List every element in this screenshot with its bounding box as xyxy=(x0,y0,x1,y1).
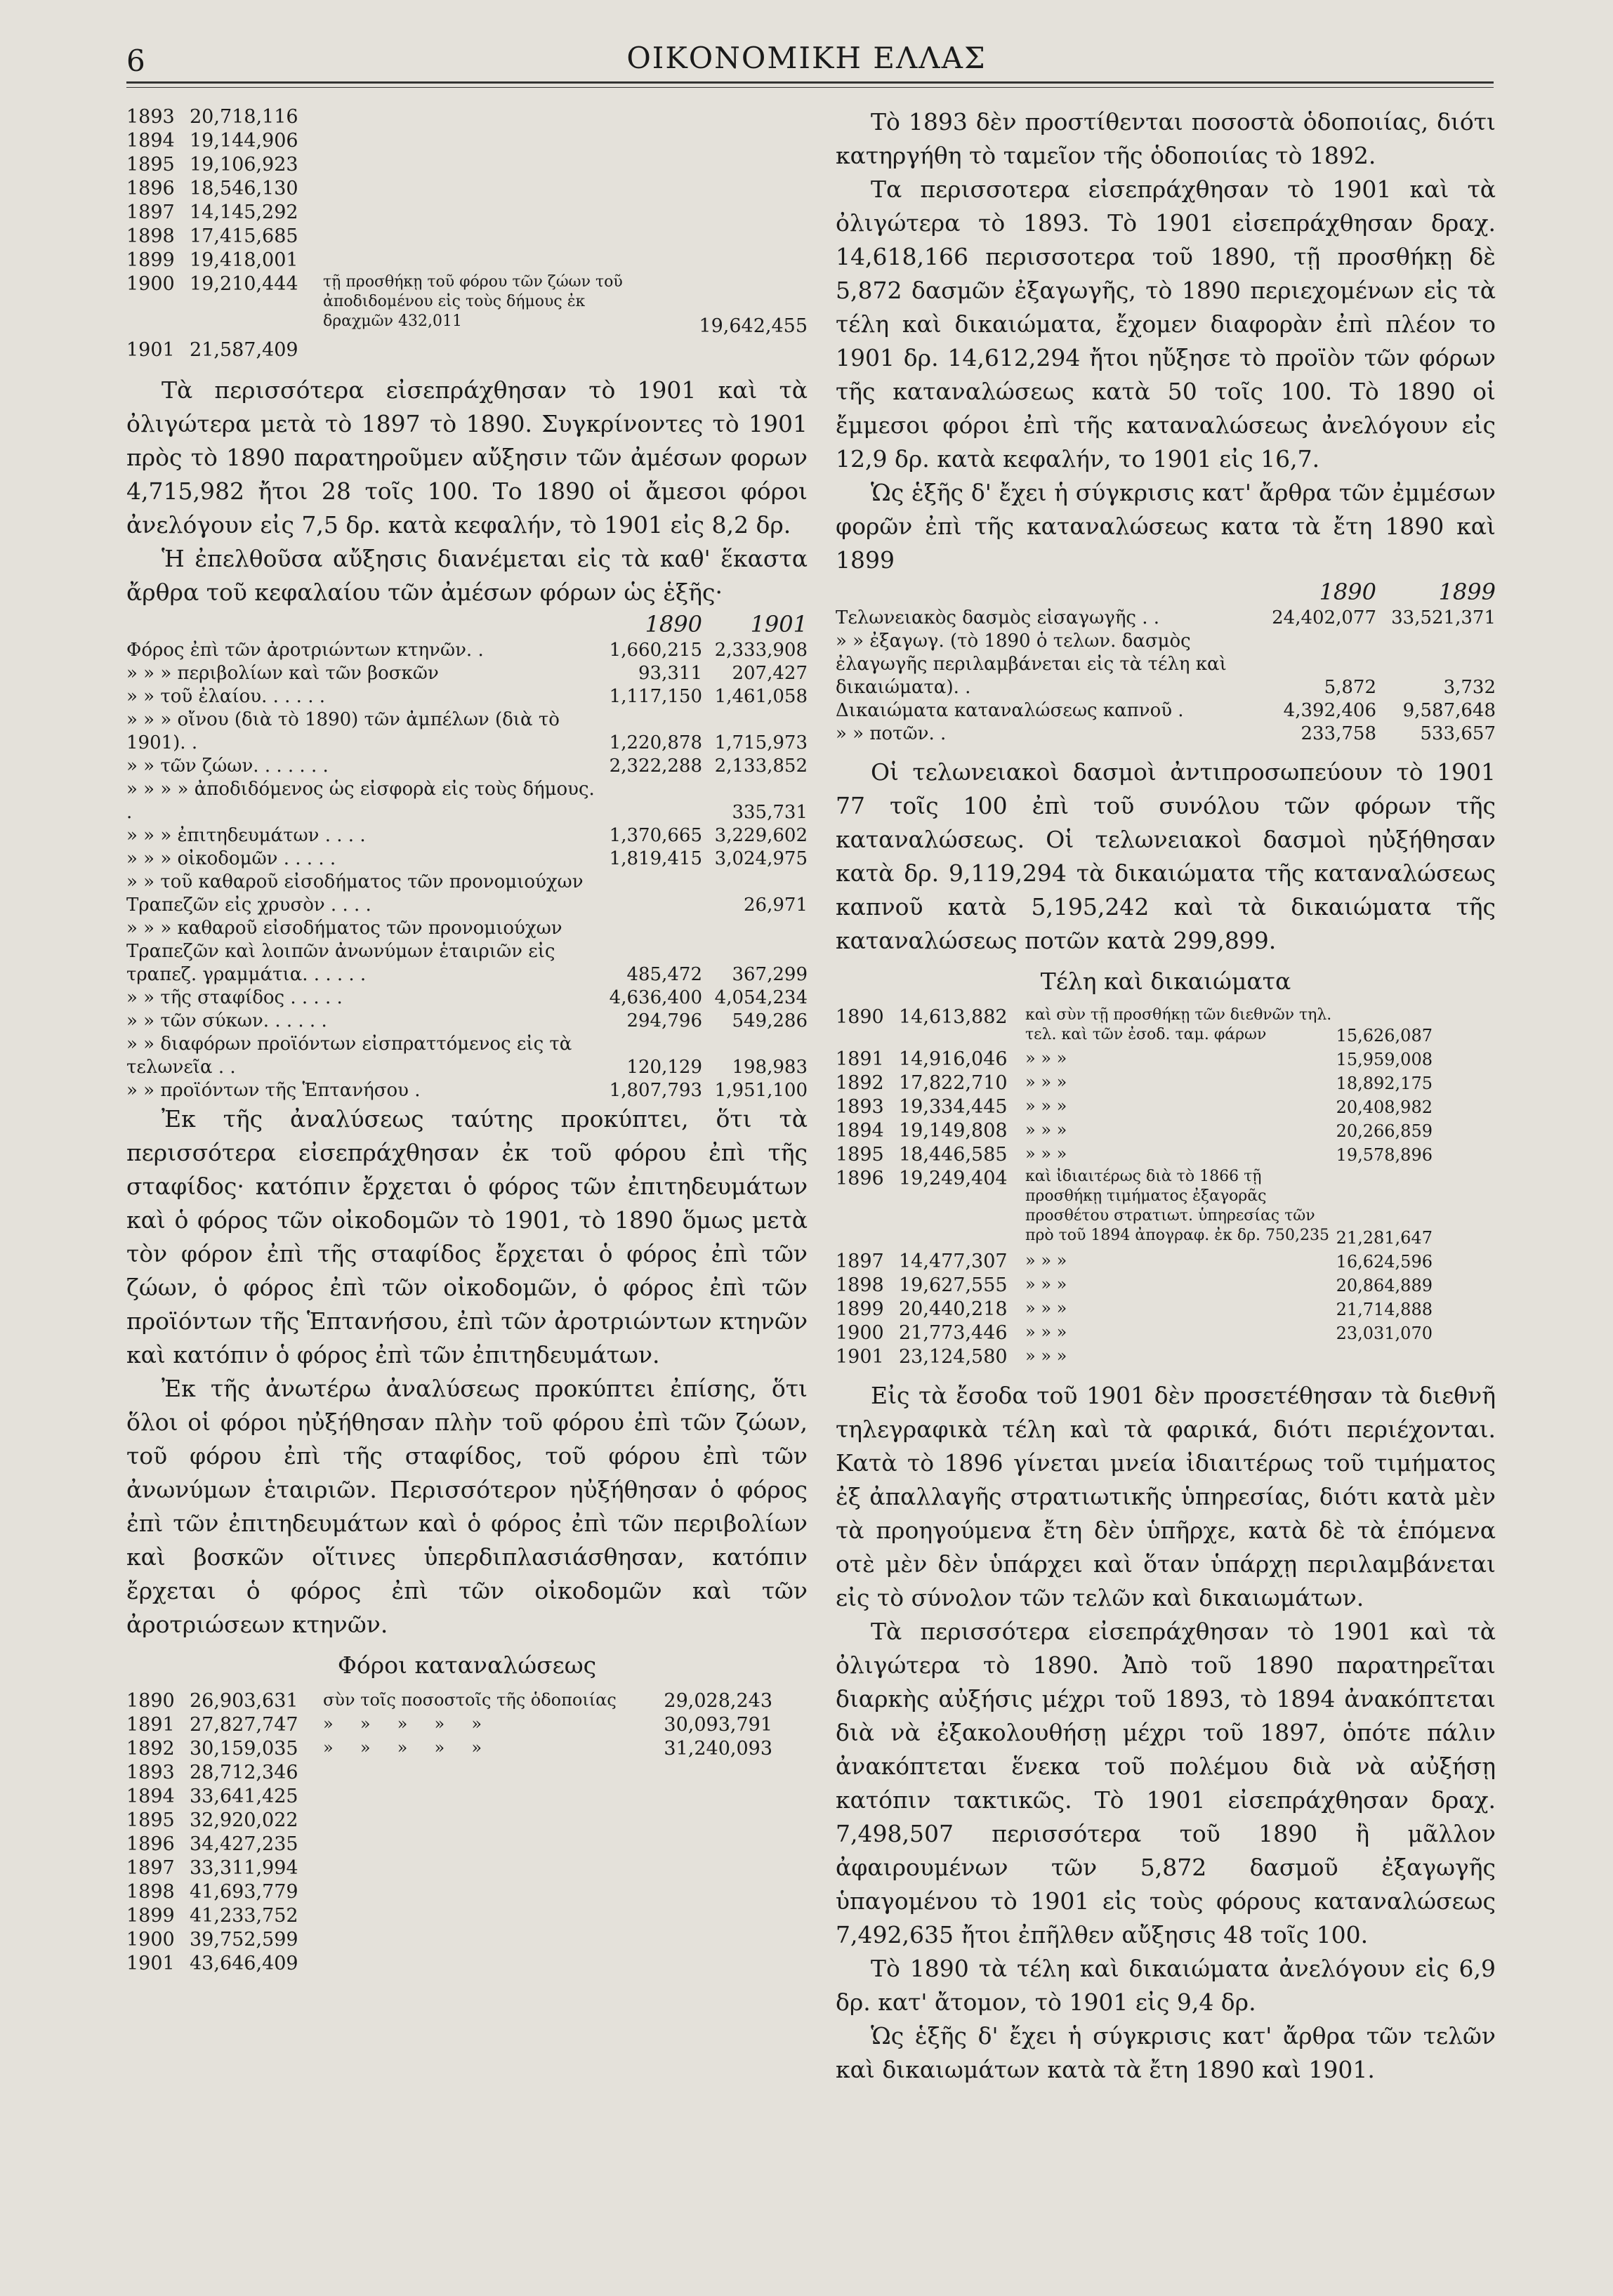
year: 1897 xyxy=(836,1251,884,1272)
section-title: Φόροι καταναλώσεως xyxy=(337,1651,597,1679)
year: 1895 xyxy=(836,1144,884,1166)
year: 1894 xyxy=(836,1120,884,1142)
paragraph: Οἱ τελωνειακοὶ δασμοὶ ἀντιπροσωπεύουν τὸ 1901 77 τοῖς 100 ἐπὶ τοῦ συνόλου τῶν φόρων τῆς καταναλώσεως. Οἱ τελωνειακοὶ δασμοὶ ηὐξήθησαν κατὰ δρ. 9,119,294 τὰ δικαιώματα τῆς καταναλώσεως καπνοῦ κατὰ 5,195,242 καὶ τὰ δικαιώματα τῆς καταναλώσεως ποτῶν κατὰ 299,899. xyxy=(836,758,1496,954)
amount: 17,415,685 xyxy=(190,225,298,247)
row-note: » » » xyxy=(1025,1251,1067,1270)
row-note: » » » xyxy=(1025,1274,1067,1294)
value-1901: 2,333,908 xyxy=(714,640,808,661)
row-total: 30,093,791 xyxy=(664,1714,772,1736)
table-row xyxy=(126,153,808,177)
year: 1896 xyxy=(836,1168,884,1189)
item-label: » » τοῦ καθαροῦ εἰσοδήματος τῶν προνομιούχων Τραπεζῶν εἰς χρυσὸν . . . . xyxy=(126,871,584,916)
running-title: ΟΙΚΟΝΟΜΙΚΗ ΕΛΛΑΣ xyxy=(626,41,987,75)
item-label: » » » καθαροῦ εἰσοδήματος τῶν προνομιούχων Τραπεζῶν καὶ λοιπῶν ἀνωνύμων ἑταιριῶν εἰς τραπεζ. γραμμάτια. . . . . . xyxy=(126,918,562,985)
value-1890: 233,758 xyxy=(1301,723,1376,744)
consumption-items xyxy=(836,607,1496,746)
item-label: Δικαιώματα καταναλώσεως καπνοῦ . xyxy=(836,700,1184,721)
value-1901: 2,133,852 xyxy=(714,756,808,777)
year: 1896 xyxy=(126,1833,175,1855)
year: 1901 xyxy=(126,1953,175,1974)
year: 1897 xyxy=(126,1857,175,1879)
item-label: » » προϊόντων τῆς Ἑπτανήσου . xyxy=(126,1080,421,1101)
left-column xyxy=(126,105,808,1976)
value-1890: 1,370,665 xyxy=(609,825,702,846)
value-1899: 33,521,371 xyxy=(1391,607,1496,628)
amount: 14,477,307 xyxy=(899,1251,1008,1272)
paragraph: Τὸ 1893 δὲν προστίθενται ποσοστὰ ὁδοποιίας, διότι κατηργήθη τὸ ταμεῖον τῆς ὁδοποιίας τὸ 1892. xyxy=(836,108,1496,169)
row-note: » » » xyxy=(1025,1072,1067,1092)
item-label: » » » » ἀποδιδόμενος ὡς εἰσφορὰ εἰς τοὺς δήμους. . xyxy=(126,779,595,823)
value-1899: 9,587,648 xyxy=(1402,700,1496,721)
row-note: τῇ προσθήκῃ τοῦ φόρου τῶν ζώων τοῦ ἀποδιδομένου εἰς τοὺς δήμους ἐκ δραχμῶν 432,011 xyxy=(323,273,623,330)
amount: 33,311,994 xyxy=(190,1857,298,1879)
amount: 17,822,710 xyxy=(899,1072,1008,1094)
value-1890: 1,220,878 xyxy=(609,732,702,753)
table-row xyxy=(126,105,808,129)
value-1901: 4,054,234 xyxy=(714,987,808,1008)
year: 1893 xyxy=(126,106,175,128)
table-row xyxy=(836,1071,1496,1095)
column-heading: 1899 xyxy=(1438,579,1496,605)
item-label: Τελωνειακὸς δασμὸς εἰσαγωγῆς . . xyxy=(836,607,1160,628)
value-1890: 120,129 xyxy=(626,1057,702,1078)
year: 1896 xyxy=(126,178,175,199)
row-total: 21,281,647 xyxy=(1336,1228,1433,1248)
paragraph: Τὸ 1890 τὰ τέλη καὶ δικαιώματα ἀνελόγουν εἰς 6,9 δρ. κατ' ἄτομον, τὸ 1901 εἰς 9,4 δρ. xyxy=(836,1955,1496,2016)
value-1899: 3,732 xyxy=(1443,677,1496,698)
table-row xyxy=(126,1904,808,1928)
table-row xyxy=(836,630,1496,699)
table-row xyxy=(126,847,808,871)
amount: 20,718,116 xyxy=(190,106,298,128)
table-row xyxy=(126,129,808,153)
header-rule-thin xyxy=(126,87,1494,88)
item-label: » » » περιβολίων καὶ τῶν βοσκῶν xyxy=(126,663,439,684)
table-row xyxy=(836,699,1496,723)
table-row xyxy=(126,1079,808,1102)
amount: 14,613,882 xyxy=(899,1006,1008,1028)
table-row xyxy=(126,225,808,249)
table-row xyxy=(126,685,808,708)
value-1901: 1,461,058 xyxy=(714,686,808,707)
row-total: 19,642,455 xyxy=(699,315,808,337)
paragraph: Ὡς ἑξῆς δ' ἔχει ἡ σύγκρισις κατ' ἄρθρα τῶν τελῶν καὶ δικαιωμάτων κατὰ τὰ ἔτη 1890 καὶ 1901. xyxy=(836,2022,1496,2083)
column-headings xyxy=(836,577,1496,607)
row-total: 23,031,070 xyxy=(1336,1324,1433,1343)
table-row xyxy=(126,1833,808,1856)
column-heading: 1890 xyxy=(645,611,702,638)
header-rule xyxy=(126,81,1494,84)
year: 1891 xyxy=(126,1714,175,1736)
table-row xyxy=(126,249,808,272)
year: 1899 xyxy=(126,1905,175,1927)
row-note: » » » xyxy=(1025,1096,1067,1116)
year: 1891 xyxy=(836,1048,884,1070)
column-heading: 1890 xyxy=(1319,579,1376,605)
table-row xyxy=(126,177,808,201)
table-row xyxy=(126,1761,808,1785)
row-note: » » » xyxy=(1025,1144,1067,1163)
row-total: 20,864,889 xyxy=(1336,1276,1433,1295)
year: 1892 xyxy=(126,1738,175,1760)
paragraph: Ὡς ἑξῆς δ' ἔχει ἡ σύγκρισις κατ' ἄρθρα τῶν ἐμμέσων φορῶν ἐπὶ τῆς καταναλώσεως κατα τὰ ἔτη 1890 καὶ 1899 xyxy=(836,479,1496,574)
fees-table xyxy=(836,1005,1496,1369)
amount: 18,546,130 xyxy=(190,178,298,199)
row-note: σὺν τοῖς ποσοστοῖς τῆς ὁδοποιίας xyxy=(323,1690,617,1710)
row-total: 20,266,859 xyxy=(1336,1121,1433,1141)
table-row xyxy=(126,1856,808,1880)
amount: 34,427,235 xyxy=(190,1833,298,1855)
amount: 19,627,555 xyxy=(899,1274,1008,1296)
table-row xyxy=(126,201,808,225)
amount: 19,106,923 xyxy=(190,154,298,176)
table-row xyxy=(836,1345,1496,1369)
section-title: Τέλη καὶ δικαιώματα xyxy=(1040,968,1291,995)
item-label: » » ποτῶν. . xyxy=(836,723,947,744)
table-row xyxy=(126,1880,808,1904)
amount: 41,233,752 xyxy=(190,1905,298,1927)
direct-tax-items xyxy=(126,639,808,1102)
row-note: » » » xyxy=(1025,1298,1067,1318)
year: 1890 xyxy=(836,1006,884,1028)
table-row xyxy=(126,778,808,824)
table-row xyxy=(126,662,808,685)
year: 1894 xyxy=(126,130,175,152)
amount: 21,773,446 xyxy=(899,1322,1008,1344)
paragraph: Εἰς τὰ ἔσοδα τοῦ 1901 δὲν προσετέθησαν τὰ διεθνῆ τηλεγραφικὰ τέλη καὶ τὰ φαρικά, διότι περιέχονται. Κατὰ τὸ 1896 γίνεται μνεία ἰδιαιτέρως τοῦ τιμήματος ἐξ ἀπαλλαγῆς στρατιωτικῆς ὑπηρεσίας, διότι κατὰ μὲν τὰ προηγούμενα ἔτη δὲν ὑπῆρχε, κατὰ δὲ τὰ ἑπόμενα οτὲ μὲν δὲν ὑπάρχει καὶ ὅταν ὑπάρχῃ περιλαμβάνεται εἰς τὸ σύνολον τῶν τελῶν καὶ δικαιωμάτων. xyxy=(836,1382,1496,1611)
table-row: 1891 27,827,747 » » » » » 30,093,791 xyxy=(126,1714,772,1736)
year: 1895 xyxy=(126,154,175,176)
table-row xyxy=(126,755,808,778)
table-row xyxy=(836,1250,1496,1274)
amount: 19,210,444 xyxy=(190,273,298,295)
row-total: 21,714,888 xyxy=(1336,1300,1433,1319)
value-1901: 26,971 xyxy=(744,895,808,916)
value-1901: 367,299 xyxy=(732,964,808,985)
amount: 30,159,035 xyxy=(190,1738,298,1760)
amount: 39,752,599 xyxy=(190,1929,298,1951)
table-row xyxy=(126,1785,808,1809)
amount: 19,334,445 xyxy=(899,1096,1008,1118)
paragraph: Τα περισσοτερα εἰσεπράχθησαν τὸ 1901 καὶ τὰ ὀλιγώτερα τὸ 1893. Τὸ 1901 εἰσεπράχθησαν δραχ. 14,618,166 περισσοτερα τοῦ 1890, τῇ προσθήκῃ δὲ 5,872 δασμῶν ἐξαγωγῆς, τὸ 1890 περιεχομένων εἰς τὰ τέλη καὶ δικαιώματα, ἔχομεν διαφορὰν ἐπὶ πλέον το 1901 δρ. 14,612,294 ἤτοι ηὔξησε τὸ προϊὸν τῶν φόρων τῆς καταναλώσεως κατὰ 50 τοῖς 100. Τὸ 1890 οἱ ἔμμεσοι φόροι ἐπὶ τῆς καταναλώσεως ἀνελόγουν εἰς 12,9 δρ. κατὰ κεφαλήν, το 1901 εἰς 16,7. xyxy=(836,176,1496,473)
item-label: » » » οἴνου (διὰ τὸ 1890) τῶν ἀμπέλων (διὰ τὸ 1901). . xyxy=(126,709,560,753)
item-label: » » ἐξαγωγ. (τὸ 1890 ὁ τελων. δασμὸς ἐλαγωγῆς περιλαμβάνεται εἰς τὰ τέλη καὶ δικαιώματα). . xyxy=(836,631,1227,698)
amount: 32,920,022 xyxy=(190,1809,298,1831)
paragraph: Ἐκ τῆς ἀνωτέρω ἀναλύσεως προκύπτει ἐπίσης, ὅτι ὅλοι οἱ φόροι ηὐξήθησαν πλὴν τοῦ φόρου ἐπὶ τῶν ζώων, τοῦ φόρου ἐπὶ τῆς σταφίδος, τοῦ φόρου ἐπὶ τῶν ἀνωνύμων ἑταιριῶν. Περισσότερον ηὐξήθησαν ὁ φόρος ἐπὶ τῶν ἐπιτηδευμάτων καὶ ὁ φόρος ἐπὶ τῶν περιβολίων καὶ βοσκῶν οἵτινες ὑπερδιπλασιάσθησαν, κατόπιν ἔρχεται ὁ φόρος ἐπὶ τῶν οἰκοδομῶν καὶ τῶν ἀροτριώσεων κτηνῶν. xyxy=(126,1375,808,1638)
amount: 14,145,292 xyxy=(190,202,298,223)
table-row xyxy=(836,1095,1496,1119)
amount: 41,693,779 xyxy=(190,1881,298,1903)
year: 1898 xyxy=(836,1274,884,1296)
table-row xyxy=(836,1298,1496,1321)
table-row xyxy=(126,1010,808,1033)
year: 1901 xyxy=(126,339,175,361)
item-label: » » τῶν ζώων. . . . . . . xyxy=(126,756,329,777)
row-note: » » » xyxy=(1025,1120,1067,1140)
amount: 18,446,585 xyxy=(899,1144,1008,1166)
row-note: » » » xyxy=(1025,1346,1067,1366)
value-1890: 93,311 xyxy=(638,663,702,684)
value-1890: 1,660,215 xyxy=(609,640,702,661)
value-1890: 5,872 xyxy=(1324,677,1376,698)
column-heading: 1901 xyxy=(750,611,808,638)
table-row xyxy=(836,723,1496,746)
table-row xyxy=(126,1033,808,1079)
row-total: 31,240,093 xyxy=(664,1738,772,1760)
value-1901: 549,286 xyxy=(732,1010,808,1031)
amount: 19,144,906 xyxy=(190,130,298,152)
amount: 19,418,001 xyxy=(190,249,298,271)
year: 1894 xyxy=(126,1786,175,1807)
year: 1899 xyxy=(836,1298,884,1320)
year: 1892 xyxy=(836,1072,884,1094)
value-1890: 1,819,415 xyxy=(609,848,702,869)
item-label: » » τῶν σύκων. . . . . . xyxy=(126,1010,327,1031)
table-row xyxy=(126,987,808,1010)
amount: 14,916,046 xyxy=(899,1048,1008,1070)
value-1890: 4,392,406 xyxy=(1283,700,1376,721)
value-1901: 1,715,973 xyxy=(714,732,808,753)
row-total: 16,624,596 xyxy=(1336,1252,1433,1272)
value-1901: 198,983 xyxy=(732,1057,808,1078)
direct-taxes-table xyxy=(126,105,808,362)
amount: 19,149,808 xyxy=(899,1120,1008,1142)
amount: 28,712,346 xyxy=(190,1762,298,1783)
year: 1890 xyxy=(126,1690,175,1712)
column-headings xyxy=(126,609,808,639)
year: 1893 xyxy=(126,1762,175,1783)
value-1901: 3,229,602 xyxy=(714,825,808,846)
value-1901: 207,427 xyxy=(732,663,808,684)
year: 1899 xyxy=(126,249,175,271)
table-row xyxy=(126,917,808,987)
row-total: 15,626,087 xyxy=(1336,1026,1433,1045)
table-row xyxy=(126,1952,808,1976)
item-label: » » τοῦ ἐλαίου. . . . . . xyxy=(126,686,326,707)
table-row xyxy=(126,1809,808,1833)
value-1901: 1,951,100 xyxy=(714,1080,808,1101)
value-1901: 3,024,975 xyxy=(714,848,808,869)
item-label: » » τῆς σταφίδος . . . . . xyxy=(126,987,343,1008)
table-row xyxy=(836,607,1496,630)
table-row xyxy=(836,1048,1496,1071)
row-total: 20,408,982 xyxy=(1336,1097,1433,1117)
row-total: 19,578,896 xyxy=(1336,1145,1433,1165)
amount: 19,249,404 xyxy=(899,1168,1008,1189)
row-total: 15,959,008 xyxy=(1336,1050,1433,1069)
row-total: 18,892,175 xyxy=(1336,1074,1433,1093)
table-row xyxy=(836,1274,1496,1298)
amount: 33,641,425 xyxy=(190,1786,298,1807)
table-row xyxy=(836,1005,1496,1048)
year: 1893 xyxy=(836,1096,884,1118)
table-row xyxy=(126,824,808,847)
table-row: 1892 30,159,035 » » » » » 31,240,093 xyxy=(126,1738,772,1760)
item-label: » » » ἐπιτηδευμάτων . . . . xyxy=(126,825,366,846)
table-row xyxy=(126,1689,808,1713)
paragraph: Ἐκ τῆς ἀναλύσεως ταύτης προκύπτει, ὅτι τὰ περισσότερα εἰσεπράχθησαν ἐκ τοῦ φόρου ἐπὶ τῆς σταφίδος· κατόπιν ἔρχεται ὁ φόρος τῶν ἐπιτηδευμάτων καὶ ὁ φόρος τῶν οἰκοδομῶν τὸ 1901, τὸ 1890 ὅμως μετὰ τὸν φόρον ἐπὶ τῆς σταφίδος ἔρχεται ὁ φόρος ἐπὶ τῶν ζώων, ὁ φόρος ἐπὶ τῶν οἰκοδομῶν, ὁ φόρος ἐπὶ τῶν προϊόντων τῆς Ἑπτανήσου, ἐπὶ τῶν ἀροτριώντων κτηνῶν καὶ κατόπιν ὁ φόρος ἐπὶ τῶν ἐπιτηδευμάτων. xyxy=(126,1105,808,1368)
value-1899: 533,657 xyxy=(1420,723,1496,744)
row-total: 29,028,243 xyxy=(664,1690,772,1712)
table-row xyxy=(126,1928,808,1952)
value-1901: 335,731 xyxy=(732,802,808,823)
table-row xyxy=(126,272,808,338)
amount: 43,646,409 xyxy=(190,1953,298,1974)
paragraph: Ἡ ἐπελθοῦσα αὔξησις διανέμεται εἰς τὰ καθ' ἕκαστα ἄρθρα τοῦ κεφαλαίου τῶν ἀμέσων φόρων ὡς ἑξῆς· xyxy=(126,545,808,606)
table-row xyxy=(126,639,808,662)
amount: 27,827,747 xyxy=(190,1714,298,1736)
item-label: Φόρος ἐπὶ τῶν ἀροτριώντων κτηνῶν. . xyxy=(126,640,484,661)
page-number: 6 xyxy=(126,44,145,78)
row-note: » » » xyxy=(1025,1048,1067,1068)
value-1890: 4,636,400 xyxy=(609,987,702,1008)
amount: 26,903,631 xyxy=(190,1690,298,1712)
value-1890: 1,807,793 xyxy=(609,1080,702,1101)
right-column xyxy=(836,105,1496,2087)
row-note: καὶ ἰδιαιτέρως διὰ τὸ 1866 τῇ προσθήκῃ τιμήματος ἐξαγορᾶς προσθέτου στρατιωτ. ὑπηρεσίας τῶν πρὸ τοῦ 1894 ἀπογραφ. ἐκ δρ. 750,235 xyxy=(1025,1168,1329,1244)
year: 1898 xyxy=(126,225,175,247)
table-row xyxy=(836,1143,1496,1167)
year: 1900 xyxy=(126,1929,175,1951)
value-1890: 24,402,077 xyxy=(1272,607,1376,628)
year: 1900 xyxy=(126,273,175,295)
year: 1898 xyxy=(126,1881,175,1903)
table-row xyxy=(126,338,808,362)
table-row xyxy=(836,1321,1496,1345)
item-label: » » διαφόρων προϊόντων εἰσπραττόμενος εἰς τὰ τελωνεῖα . . xyxy=(126,1034,572,1078)
row-note: » » » xyxy=(1025,1322,1067,1342)
value-1890: 2,322,288 xyxy=(609,756,702,777)
item-label: » » » οἰκοδομῶν . . . . . xyxy=(126,848,336,869)
value-1890: 1,117,150 xyxy=(609,686,702,707)
table-row xyxy=(836,1119,1496,1143)
value-1890: 294,796 xyxy=(626,1010,702,1031)
amount: 20,440,218 xyxy=(899,1298,1008,1320)
table-row xyxy=(126,871,808,917)
value-1890: 485,472 xyxy=(626,964,702,985)
row-note: καὶ σὺν τῇ προσθήκῃ τῶν διεθνῶν τηλ. τελ. καὶ τῶν ἐσοδ. ταμ. φάρων xyxy=(1025,1006,1332,1043)
amount: 21,587,409 xyxy=(190,339,298,361)
consumption-table xyxy=(126,1689,808,1976)
table-row xyxy=(126,708,808,755)
year: 1901 xyxy=(836,1346,884,1368)
paragraph: Τὰ περισσότερα εἰσεπράχθησαν τὸ 1901 καὶ τὰ ὀλιγώτερα μετὰ τὸ 1897 τὸ 1890. Συγκρίνοντες τὸ 1901 πρὸς τὸ 1890 παρατηροῦμεν αὔξησιν τῶν ἀμέσων φορων 4,715,982 ἤτοι 28 τοῖς 100. Το 1890 οἱ ἄμεσοι φόροι ἀνελόγουν εἰς 7,5 δρ. κατὰ κεφαλήν, τὸ 1901 εἰς 8,2 δρ. xyxy=(126,376,808,539)
year: 1900 xyxy=(836,1322,884,1344)
paragraph: Τὰ περισσότερα εἰσεπράχθησαν τὸ 1901 καὶ τὰ ὀλιγώτερα τὸ 1890. Ἀπὸ τοῦ 1890 παρατηρεῖται διαρκὴς αὐξήσις μέχρι τοῦ 1893, τὸ 1894 ἀνακόπτεται διὰ νὰ ἐξακολουθήσῃ μέχρι τοῦ 1897, ὁπότε πάλιν ἀνακόπτεται ἕνεκα τοῦ πολέμου διὰ νὰ αὐξήσῃ κατόπιν τακτικῶς. Τὸ 1901 εἰσεπράχθησαν δραχ. 7,498,507 περισσότερα τοῦ 1890 ἢ μᾶλλον ἀφαιρουμένων τῶν 5,872 δασμοῦ ἐξαγωγῆς ὑπαγομένου τὸ 1901 εἰς τοὺς φόρους καταναλώσεως 7,492,635 ἤτοι ἐπῆλθεν αὔξησις 48 τοῖς 100. xyxy=(836,1618,1496,1948)
year: 1897 xyxy=(126,202,175,223)
year: 1895 xyxy=(126,1809,175,1831)
amount: 23,124,580 xyxy=(899,1346,1008,1368)
table-row xyxy=(836,1167,1496,1250)
